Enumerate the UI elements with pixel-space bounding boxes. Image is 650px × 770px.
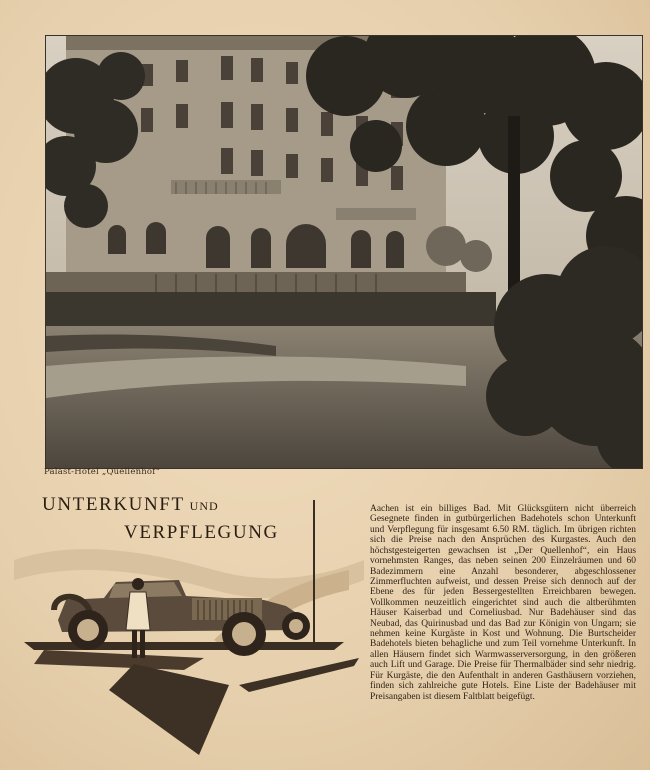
article-paragraph: Aachen ist ein billiges Bad. Mit Glücksgütern nicht überreich Gesegnete finden in gutbürgerlichen Badehotels schon Unterkunft und Verpflegung für insgesamt 6.50 RM. täglich. Im übrigen richten sich die Preise nach den Ansprüchen des Kurgastes. Auch den höchstgesteigerten gewachsen ist „Der Quellenhof“, ein Haus vornehmsten Ranges, das neben seinen 200 Einzelräumen und 60 Badezimmern eine Anzahl besonderer, abgeschlossener Zimmerfluchten aufweist, und dessen Preise sich dennoch auf der Ebene des für jeden Bessergestellten Erreichbaren bewegen. Vollkommen neuzeitlich eingerichtet sind auch die altberühmten Häuser Kaiserbad und Corneliusbad. Nur Badehäuser sind das Neubad, das Quirinusbad und das Bad zur Königin von Ungarn; sie nehmen keine Kurgäste in Kost und Wohnung. Die Burtscheider Badehotels bieten behagliche und zum Teil vornehme Unterkunft. In allen Häusern findet sich Warmwasserversorgung, in den größeren auch Lift und Garage. Die Preise für Thermalbäder sind sehr niedrig. Für Kurgäste, die den Aufenthalt in anderen Gasthäusern vorziehen, finden sich zahlreiche gute Hotels. Eine Liste der Badehäuser mit Preisangaben ist diesem Faltblatt beigefügt. bbox=[370, 504, 636, 702]
photo-caption: Palast-Hotel „Quellenhof“ bbox=[44, 467, 161, 477]
heading-word-unterkunft: UNTERKUNFT bbox=[42, 494, 185, 515]
hotel-photo-drawing bbox=[46, 36, 642, 468]
article-text bbox=[370, 504, 636, 702]
heading-word-und: UND bbox=[189, 499, 219, 513]
heading-line-2: VERPFLEGUNG bbox=[124, 522, 279, 543]
hotel-photo bbox=[46, 36, 642, 468]
car-illustration bbox=[14, 500, 364, 762]
